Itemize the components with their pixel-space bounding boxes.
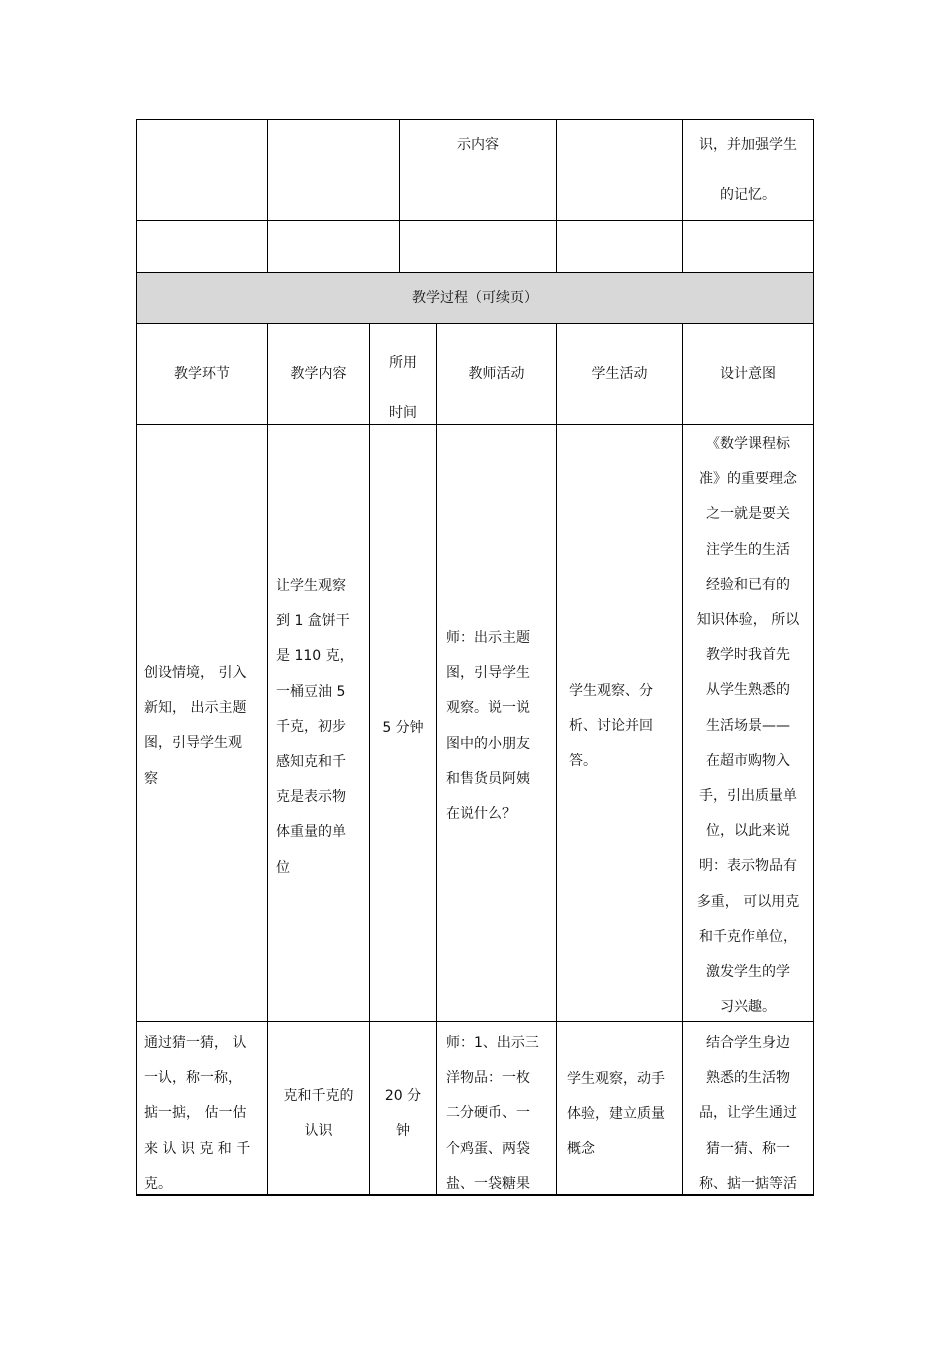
- header-design-intent: 设计意图: [720, 366, 776, 382]
- header-teacher-activity: 教师活动: [468, 366, 525, 382]
- header-student-activity: 学生活动: [591, 366, 648, 382]
- header-teaching-stage: 教学环节: [174, 366, 230, 382]
- row-b-student-activity: 学生观察，动手 体验，建立质量 概念: [567, 1071, 665, 1158]
- row-a-teacher-activity: 师：出示主题 图，引导学生 观察。说一说 图中的小朋友 和售货员阿姨 在说什么？: [446, 630, 530, 823]
- row-divider: [136, 323, 814, 324]
- top-row-intent-cell: 识，并加强学生 的记忆。: [699, 137, 797, 203]
- row-a-content: 让学生观察 到 1 盒饼干 是 110 克， 一桶豆油 5 千克，初步 感知克和千 克是表示物 体重量的单 位: [276, 578, 354, 876]
- row-a-design-intent: 《数学课程标 准》的重要理念 之一就是要关 注学生的生活 经验和已有的 知识体验， 所以 教学时我首先 从学生熟悉的 生活场景—— 在超市购物入 手，引出质量单 位，以此来说 明：表示物品有 多重， 可以用克 和千克作单位， 激发学生的学 习兴趣。: [696, 436, 800, 1016]
- section-title: 教学过程（可续页）: [412, 290, 538, 306]
- row-b-stage: 通过猜一猜， 认 一认，称一称， 掂一掂， 估一估 来 认 识 克 和 千 克。: [144, 1035, 251, 1192]
- header-time-used: 所用 时间: [389, 355, 417, 421]
- row-divider: [136, 424, 814, 425]
- row-divider: [136, 220, 814, 221]
- col-divider: [556, 323, 557, 1195]
- row-a-stage: 创设情境， 引入 新知， 出示主题 图，引导学生观 察: [144, 665, 247, 787]
- row-b-design-intent: 结合学生身边 熟悉的生活物 品，让学生通过 猜一猜、称一 称、掂一掂等活: [699, 1035, 797, 1192]
- row-a-student-activity: 学生观察、分 析、讨论并回 答。: [569, 683, 653, 770]
- col-divider: [436, 323, 437, 1195]
- row-b-teacher-activity: 师：1、出示三 洋物品：一枚 二分硬币、一 个鸡蛋、两袋 盐、一袋糖果: [446, 1035, 539, 1192]
- col-divider: [556, 119, 557, 272]
- col-divider: [267, 119, 268, 272]
- top-row-content-cell: 示内容: [457, 137, 499, 153]
- row-a-time: 5 分钟: [382, 720, 424, 736]
- header-teaching-content: 教学内容: [290, 366, 347, 382]
- row-b-time: 20 分 钟: [384, 1088, 422, 1140]
- row-b-content: 克和千克的 认识: [283, 1088, 354, 1140]
- col-divider: [267, 323, 268, 1195]
- col-divider: [369, 323, 370, 1195]
- col-divider: [682, 323, 683, 1195]
